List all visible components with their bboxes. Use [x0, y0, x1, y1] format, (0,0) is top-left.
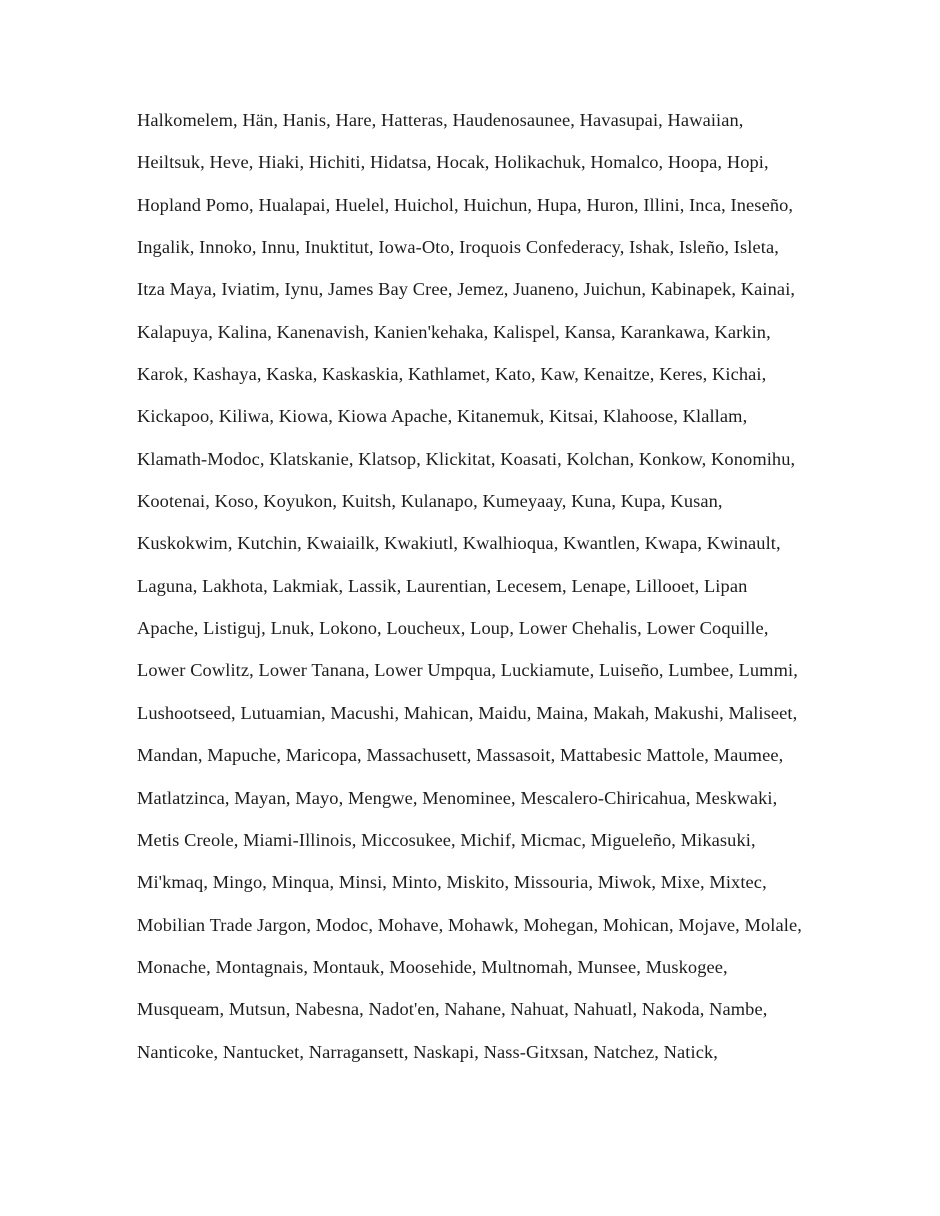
- document-line: Hopland Pomo, Hualapai, Huelel, Huichol, Huichun, Hupa, Huron, Illini, Inca, Ineseño,: [137, 194, 794, 215]
- document-line: Nanticoke, Nantucket, Narragansett, Naskapi, Nass-Gitxsan, Natchez, Natick,: [137, 1041, 718, 1062]
- document-line: Lower Cowlitz, Lower Tanana, Lower Umpqua, Luckiamute, Luiseño, Lumbee, Lummi,: [137, 660, 798, 681]
- document-line: Musqueam, Mutsun, Nabesna, Nadot'en, Nahane, Nahuat, Nahuatl, Nakoda, Nambe,: [137, 999, 768, 1020]
- document-line: Karok, Kashaya, Kaska, Kaskaskia, Kathlamet, Kato, Kaw, Kenaitze, Keres, Kichai,: [137, 364, 767, 385]
- document-line: Matlatzinca, Mayan, Mayo, Mengwe, Menominee, Mescalero-Chiricahua, Meskwaki,: [137, 787, 778, 808]
- document-line: Lushootseed, Lutuamian, Macushi, Mahican, Maidu, Maina, Makah, Makushi, Maliseet,: [137, 702, 798, 723]
- document-line: Monache, Montagnais, Montauk, Moosehide, Multnomah, Munsee, Muskogee,: [137, 956, 728, 977]
- document-line: Kootenai, Koso, Koyukon, Kuitsh, Kulanapo, Kumeyaay, Kuna, Kupa, Kusan,: [137, 491, 723, 512]
- document-line: Apache, Listiguj, Lnuk, Lokono, Loucheux, Loup, Lower Chehalis, Lower Coquille,: [137, 618, 769, 639]
- document-line: Laguna, Lakhota, Lakmiak, Lassik, Laurentian, Lecesem, Lenape, Lillooet, Lipan: [137, 575, 748, 596]
- document-line: Klamath-Modoc, Klatskanie, Klatsop, Klickitat, Koasati, Kolchan, Konkow, Konomihu,: [137, 448, 796, 469]
- document-line: Itza Maya, Iviatim, Iynu, James Bay Cree, Jemez, Juaneno, Juichun, Kabinapek, Kainai,: [137, 279, 796, 300]
- document-line: Mobilian Trade Jargon, Modoc, Mohave, Mohawk, Mohegan, Mohican, Mojave, Molale,: [137, 914, 802, 935]
- document-line: Halkomelem, Hän, Hanis, Hare, Hatteras, Haudenosaunee, Havasupai, Hawaiian,: [137, 110, 744, 130]
- document-line: Kalapuya, Kalina, Kanenavish, Kanien'kehaka, Kalispel, Kansa, Karankawa, Karkin,: [137, 321, 771, 342]
- document-line: Ingalik, Innoko, Innu, Inuktitut, Iowa-Oto, Iroquois Confederacy, Ishak, Isleño, Isleta,: [137, 237, 779, 258]
- document-line: Kickapoo, Kiliwa, Kiowa, Kiowa Apache, Kitanemuk, Kitsai, Klahoose, Klallam,: [137, 406, 748, 427]
- document-text-block: [137, 99, 810, 1073]
- document-line: Mandan, Mapuche, Maricopa, Massachusett, Massasoit, Mattabesic Mattole, Maumee,: [137, 745, 784, 766]
- document-line: Metis Creole, Miami-Illinois, Miccosukee, Michif, Micmac, Migueleño, Mikasuki,: [137, 829, 756, 850]
- document-line: Kuskokwim, Kutchin, Kwaiailk, Kwakiutl, Kwalhioqua, Kwantlen, Kwapa, Kwinault,: [137, 533, 781, 554]
- document-line: Mi'kmaq, Mingo, Minqua, Minsi, Minto, Miskito, Missouria, Miwok, Mixe, Mixtec,: [137, 872, 767, 893]
- document-line: Heiltsuk, Heve, Hiaki, Hichiti, Hidatsa, Hocak, Holikachuk, Homalco, Hoopa, Hopi,: [137, 152, 769, 173]
